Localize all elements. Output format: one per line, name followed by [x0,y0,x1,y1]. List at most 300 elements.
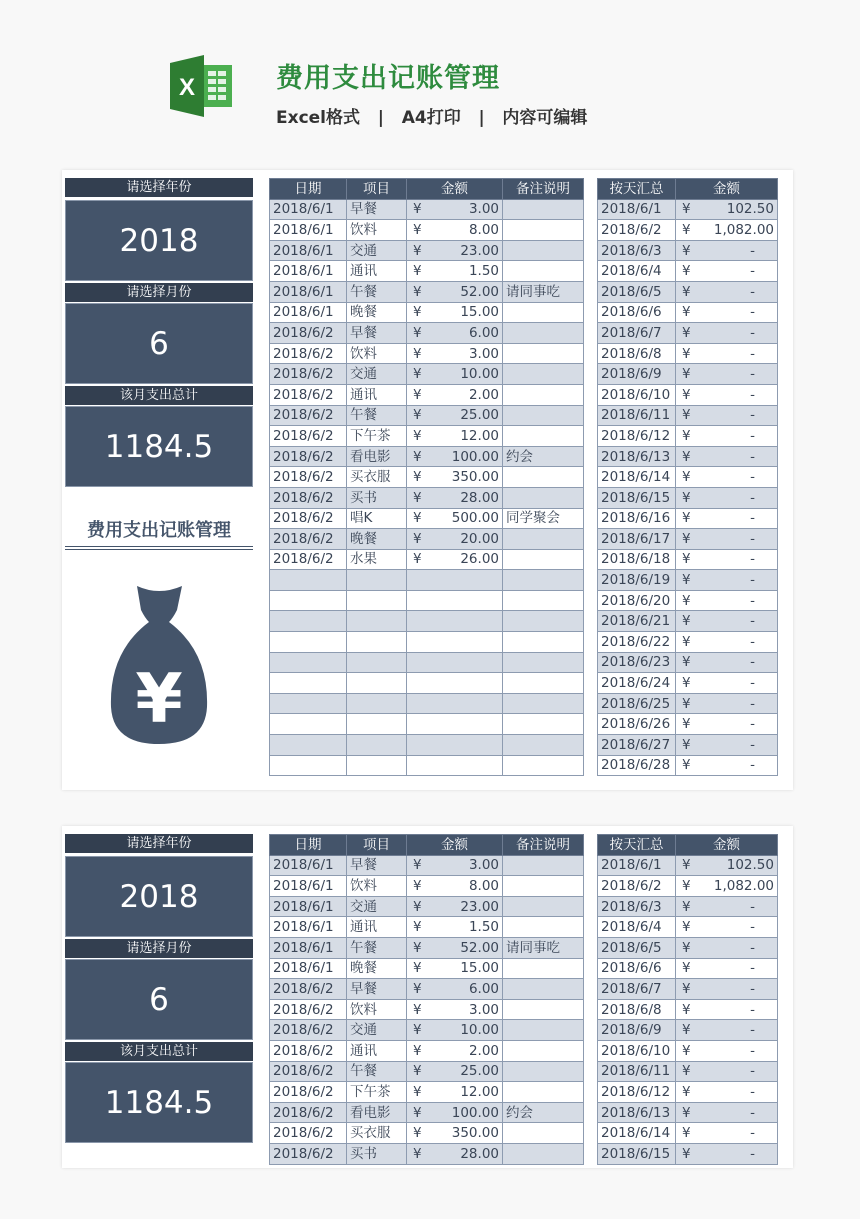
table-row [270,426,584,447]
item-cell[interactable]: 午餐 [347,281,407,302]
note-cell[interactable] [503,1061,584,1082]
item-cell[interactable]: 午餐 [347,937,407,958]
date-cell: 2018/6/13 [598,446,676,467]
daily-amount: - [696,467,778,488]
amount-cell[interactable]: 52.00 [427,937,503,958]
table-row [270,1102,584,1123]
item-cell[interactable]: 买衣服 [347,467,407,488]
date-cell: 2018/6/14 [598,467,676,488]
daily-amount: - [696,611,778,632]
currency-symbol: ¥ [407,876,427,897]
daily-amount: - [696,549,778,570]
amount-cell[interactable]: 1.50 [427,261,503,282]
date-cell: 2018/6/20 [598,590,676,611]
date-cell[interactable]: 2018/6/2 [270,1040,347,1061]
amount-cell[interactable]: 23.00 [427,896,503,917]
item-cell[interactable] [347,735,407,756]
item-cell[interactable]: 交通 [347,364,407,385]
date-cell: 2018/6/1 [598,199,676,220]
daily-amount: - [696,673,778,694]
note-cell[interactable] [503,917,584,938]
currency-symbol: ¥ [407,1123,427,1144]
note-cell[interactable] [503,673,584,694]
amount-cell[interactable]: 26.00 [427,549,503,570]
table-row [598,1082,778,1103]
table-row [270,508,584,529]
amount-cell[interactable]: 10.00 [427,364,503,385]
currency-symbol [407,570,427,591]
note-cell[interactable] [503,487,584,508]
daily-amount: - [696,979,778,1000]
note-cell[interactable] [503,199,584,220]
date-cell[interactable]: 2018/6/1 [270,199,347,220]
date-cell[interactable]: 2018/6/2 [270,446,347,467]
amount-cell[interactable]: 6.00 [427,323,503,344]
bag-currency: ¥ [135,660,183,739]
amount-cell[interactable] [427,755,503,776]
note-cell[interactable] [503,755,584,776]
table-row [270,570,584,591]
date-cell[interactable]: 2018/6/1 [270,240,347,261]
month-select[interactable]: 6 [65,959,253,1040]
date-cell[interactable]: 2018/6/2 [270,1143,347,1164]
date-cell: 2018/6/10 [598,1040,676,1061]
date-cell[interactable]: 2018/6/2 [270,1061,347,1082]
table-row [270,405,584,426]
note-cell[interactable] [503,467,584,488]
amount-cell[interactable] [427,714,503,735]
amount-cell[interactable]: 12.00 [427,426,503,447]
currency-symbol: ¥ [407,999,427,1020]
year-select[interactable]: 2018 [65,200,253,281]
date-cell[interactable]: 2018/6/2 [270,343,347,364]
date-cell[interactable]: 2018/6/2 [270,1102,347,1123]
table-row [270,199,584,220]
date-cell[interactable]: 2018/6/2 [270,549,347,570]
amount-cell[interactable] [427,693,503,714]
currency-symbol: ¥ [407,220,427,241]
note-cell[interactable] [503,570,584,591]
amount-cell[interactable] [427,652,503,673]
note-cell[interactable] [503,529,584,550]
note-cell[interactable] [503,261,584,282]
amount-cell[interactable] [427,673,503,694]
currency-symbol: ¥ [676,876,696,897]
item-cell[interactable]: 看电影 [347,1102,407,1123]
note-cell[interactable] [503,632,584,653]
table-row [598,199,778,220]
header-row [598,835,778,856]
date-cell[interactable]: 2018/6/2 [270,1082,347,1103]
date-cell[interactable]: 2018/6/2 [270,508,347,529]
currency-symbol: ¥ [407,199,427,220]
item-cell[interactable]: 通讯 [347,1040,407,1061]
currency-symbol: ¥ [407,1143,427,1164]
amount-cell[interactable]: 15.00 [427,958,503,979]
date-cell: 2018/6/21 [598,611,676,632]
currency-symbol: ¥ [676,652,696,673]
amount-cell[interactable]: 8.00 [427,220,503,241]
date-cell[interactable]: 2018/6/2 [270,999,347,1020]
table-row [270,673,584,694]
date-cell: 2018/6/15 [598,487,676,508]
date-cell[interactable]: 2018/6/1 [270,958,347,979]
amount-cell[interactable] [427,590,503,611]
currency-symbol: ¥ [407,1040,427,1061]
table-row [270,446,584,467]
date-cell: 2018/6/3 [598,896,676,917]
date-cell[interactable]: 2018/6/2 [270,405,347,426]
date-cell[interactable]: 2018/6/1 [270,896,347,917]
amount-cell[interactable]: 3.00 [427,199,503,220]
date-cell[interactable] [270,673,347,694]
currency-symbol: ¥ [676,1061,696,1082]
table-row [598,343,778,364]
date-cell: 2018/6/5 [598,281,676,302]
currency-symbol: ¥ [676,896,696,917]
column-header: 按天汇总 [598,835,676,856]
currency-symbol: ¥ [407,405,427,426]
date-cell[interactable]: 2018/6/1 [270,220,347,241]
table-row [598,755,778,776]
currency-symbol: ¥ [676,999,696,1020]
currency-symbol: ¥ [676,240,696,261]
note-cell[interactable] [503,958,584,979]
table-row [270,487,584,508]
amount-cell[interactable]: 350.00 [427,467,503,488]
amount-cell[interactable]: 1.50 [427,917,503,938]
daily-amount: - [696,937,778,958]
item-cell[interactable]: 早餐 [347,979,407,1000]
note-cell[interactable] [503,364,584,385]
currency-symbol: ¥ [407,508,427,529]
date-cell[interactable]: 2018/6/1 [270,281,347,302]
item-cell[interactable]: 饮料 [347,999,407,1020]
currency-symbol [407,693,427,714]
note-cell[interactable] [503,1123,584,1144]
date-cell[interactable]: 2018/6/2 [270,979,347,1000]
amount-cell[interactable]: 28.00 [427,487,503,508]
currency-symbol: ¥ [407,487,427,508]
amount-cell[interactable]: 100.00 [427,1102,503,1123]
item-cell[interactable]: 交通 [347,896,407,917]
note-cell[interactable] [503,405,584,426]
amount-cell[interactable]: 10.00 [427,1020,503,1041]
date-cell[interactable]: 2018/6/1 [270,302,347,323]
currency-symbol: ¥ [676,673,696,694]
item-cell[interactable]: 买衣服 [347,1123,407,1144]
amount-cell[interactable] [427,632,503,653]
item-cell[interactable] [347,673,407,694]
note-cell[interactable] [503,876,584,897]
date-cell: 2018/6/6 [598,302,676,323]
currency-symbol: ¥ [407,1082,427,1103]
item-cell[interactable]: 交通 [347,240,407,261]
date-cell[interactable]: 2018/6/2 [270,384,347,405]
currency-symbol: ¥ [676,487,696,508]
note-cell[interactable] [503,384,584,405]
currency-symbol: ¥ [407,855,427,876]
date-cell: 2018/6/11 [598,405,676,426]
note-cell[interactable] [503,896,584,917]
item-cell[interactable]: 通讯 [347,384,407,405]
note-cell[interactable] [503,714,584,735]
table-row [270,1020,584,1041]
note-cell[interactable]: 请同事吃 [503,937,584,958]
date-cell[interactable]: 2018/6/2 [270,323,347,344]
daily-amount: - [696,302,778,323]
column-header: 项目 [347,179,407,200]
date-cell[interactable]: 2018/6/2 [270,1020,347,1041]
item-cell[interactable]: 下午茶 [347,1082,407,1103]
month-total-value: 1184.5 [65,406,253,487]
daily-amount: 1,082.00 [696,876,778,897]
item-cell[interactable]: 午餐 [347,1061,407,1082]
table-row [598,632,778,653]
sheet [62,826,793,1168]
date-cell[interactable]: 2018/6/2 [270,426,347,447]
note-cell[interactable] [503,590,584,611]
date-cell[interactable] [270,590,347,611]
item-cell[interactable]: 交通 [347,1020,407,1041]
date-cell[interactable]: 2018/6/1 [270,876,347,897]
table-row [270,937,584,958]
currency-symbol: ¥ [407,937,427,958]
date-cell[interactable]: 2018/6/2 [270,1123,347,1144]
currency-symbol: ¥ [676,323,696,344]
item-cell[interactable] [347,632,407,653]
amount-cell[interactable]: 100.00 [427,446,503,467]
note-cell[interactable]: 同学聚会 [503,508,584,529]
note-cell[interactable] [503,652,584,673]
date-cell[interactable] [270,735,347,756]
daily-amount: 102.50 [696,199,778,220]
amount-cell[interactable]: 25.00 [427,1061,503,1082]
daily-amount: - [696,1123,778,1144]
currency-symbol: ¥ [676,1143,696,1164]
note-cell[interactable] [503,343,584,364]
table-row [598,1102,778,1123]
table-row [270,240,584,261]
item-cell[interactable]: 早餐 [347,199,407,220]
currency-symbol: ¥ [407,549,427,570]
note-cell[interactable] [503,979,584,1000]
item-cell[interactable]: 看电影 [347,446,407,467]
table-row [598,302,778,323]
currency-symbol: ¥ [407,958,427,979]
currency-symbol: ¥ [676,549,696,570]
page-title: 费用支出记账管理 [276,63,500,94]
table-row [598,487,778,508]
date-cell[interactable]: 2018/6/1 [270,937,347,958]
currency-symbol: ¥ [676,343,696,364]
table-row [270,323,584,344]
table-row [270,220,584,241]
item-cell[interactable]: 水果 [347,549,407,570]
date-cell[interactable]: 2018/6/2 [270,529,347,550]
daily-amount: - [696,405,778,426]
amount-cell[interactable]: 3.00 [427,343,503,364]
amount-cell[interactable]: 6.00 [427,979,503,1000]
amount-cell[interactable]: 15.00 [427,302,503,323]
daily-amount: - [696,384,778,405]
date-cell[interactable] [270,570,347,591]
amount-cell[interactable]: 23.00 [427,240,503,261]
column-header: 备注说明 [503,179,584,200]
amount-cell[interactable]: 12.00 [427,1082,503,1103]
amount-cell[interactable]: 20.00 [427,529,503,550]
date-cell: 2018/6/12 [598,426,676,447]
table-row [598,979,778,1000]
currency-symbol: ¥ [676,735,696,756]
note-cell[interactable] [503,1082,584,1103]
item-cell[interactable]: 饮料 [347,876,407,897]
column-header: 按天汇总 [598,179,676,200]
date-cell[interactable] [270,632,347,653]
date-cell: 2018/6/2 [598,876,676,897]
amount-cell[interactable]: 52.00 [427,281,503,302]
note-cell[interactable] [503,611,584,632]
daily-amount: - [696,1143,778,1164]
item-cell[interactable] [347,652,407,673]
currency-symbol [407,590,427,611]
item-cell[interactable]: 晚餐 [347,529,407,550]
currency-symbol: ¥ [407,364,427,385]
amount-cell[interactable] [427,611,503,632]
item-cell[interactable]: 早餐 [347,855,407,876]
date-cell[interactable] [270,714,347,735]
amount-cell[interactable]: 8.00 [427,876,503,897]
note-cell[interactable] [503,302,584,323]
ledger-table [269,834,584,1165]
date-cell: 2018/6/4 [598,261,676,282]
currency-symbol: ¥ [407,1061,427,1082]
item-cell[interactable] [347,570,407,591]
date-cell[interactable]: 2018/6/1 [270,917,347,938]
amount-cell[interactable] [427,735,503,756]
amount-cell[interactable]: 3.00 [427,855,503,876]
date-cell[interactable]: 2018/6/2 [270,364,347,385]
item-cell[interactable]: 晚餐 [347,302,407,323]
item-cell[interactable]: 唱K [347,508,407,529]
date-cell[interactable] [270,611,347,632]
date-cell: 2018/6/2 [598,220,676,241]
date-cell[interactable]: 2018/6/2 [270,467,347,488]
daily-summary-table [597,178,778,776]
column-header: 日期 [270,179,347,200]
column-header: 金额 [676,179,778,200]
item-cell[interactable] [347,611,407,632]
note-cell[interactable]: 请同事吃 [503,281,584,302]
note-cell[interactable] [503,220,584,241]
table-row [270,735,584,756]
section-title: 费用支出记账管理 [87,520,231,541]
header-row [598,179,778,200]
month-label: 请选择月份 [65,283,253,302]
currency-symbol: ¥ [676,529,696,550]
item-cell[interactable] [347,714,407,735]
month-select[interactable]: 6 [65,303,253,384]
date-cell: 2018/6/27 [598,735,676,756]
note-cell[interactable] [503,1040,584,1061]
amount-cell[interactable]: 28.00 [427,1143,503,1164]
daily-amount: - [696,958,778,979]
note-cell[interactable]: 约会 [503,446,584,467]
item-cell[interactable] [347,590,407,611]
note-cell[interactable] [503,1020,584,1041]
item-cell[interactable]: 午餐 [347,405,407,426]
currency-symbol: ¥ [676,855,696,876]
item-cell[interactable] [347,755,407,776]
currency-symbol: ¥ [676,467,696,488]
daily-amount: - [696,1061,778,1082]
daily-amount: - [696,426,778,447]
amount-cell[interactable]: 500.00 [427,508,503,529]
item-cell[interactable] [347,693,407,714]
table-row [270,1143,584,1164]
amount-cell[interactable]: 350.00 [427,1123,503,1144]
note-cell[interactable] [503,240,584,261]
item-cell[interactable]: 通讯 [347,261,407,282]
date-cell[interactable] [270,755,347,776]
table-row [270,529,584,550]
date-cell[interactable]: 2018/6/2 [270,487,347,508]
item-cell[interactable]: 买书 [347,487,407,508]
note-cell[interactable] [503,549,584,570]
note-cell[interactable] [503,426,584,447]
amount-cell[interactable] [427,570,503,591]
currency-symbol: ¥ [676,405,696,426]
note-cell[interactable] [503,1143,584,1164]
item-cell[interactable]: 买书 [347,1143,407,1164]
note-cell[interactable]: 约会 [503,1102,584,1123]
note-cell[interactable] [503,735,584,756]
item-cell[interactable]: 晚餐 [347,958,407,979]
note-cell[interactable] [503,323,584,344]
item-cell[interactable]: 早餐 [347,323,407,344]
table-row [598,384,778,405]
amount-cell[interactable]: 25.00 [427,405,503,426]
date-cell[interactable] [270,652,347,673]
date-cell[interactable]: 2018/6/1 [270,261,347,282]
year-select[interactable]: 2018 [65,856,253,937]
item-cell[interactable]: 通讯 [347,917,407,938]
amount-cell[interactable]: 2.00 [427,384,503,405]
note-cell[interactable] [503,999,584,1020]
item-cell[interactable]: 饮料 [347,343,407,364]
note-cell[interactable] [503,855,584,876]
item-cell[interactable]: 下午茶 [347,426,407,447]
table-row [598,714,778,735]
date-cell: 2018/6/16 [598,508,676,529]
date-cell[interactable]: 2018/6/1 [270,855,347,876]
table-row [270,958,584,979]
date-cell: 2018/6/8 [598,343,676,364]
date-cell[interactable] [270,693,347,714]
note-cell[interactable] [503,693,584,714]
total-label: 该月支出总计 [65,386,253,405]
header-row [270,179,584,200]
currency-symbol [407,735,427,756]
item-cell[interactable]: 饮料 [347,220,407,241]
table-row [598,364,778,385]
amount-cell[interactable]: 2.00 [427,1040,503,1061]
year-label: 请选择年份 [65,178,253,197]
month-total-value: 1184.5 [65,1062,253,1143]
date-cell: 2018/6/12 [598,1082,676,1103]
date-cell: 2018/6/28 [598,755,676,776]
amount-cell[interactable]: 3.00 [427,999,503,1020]
